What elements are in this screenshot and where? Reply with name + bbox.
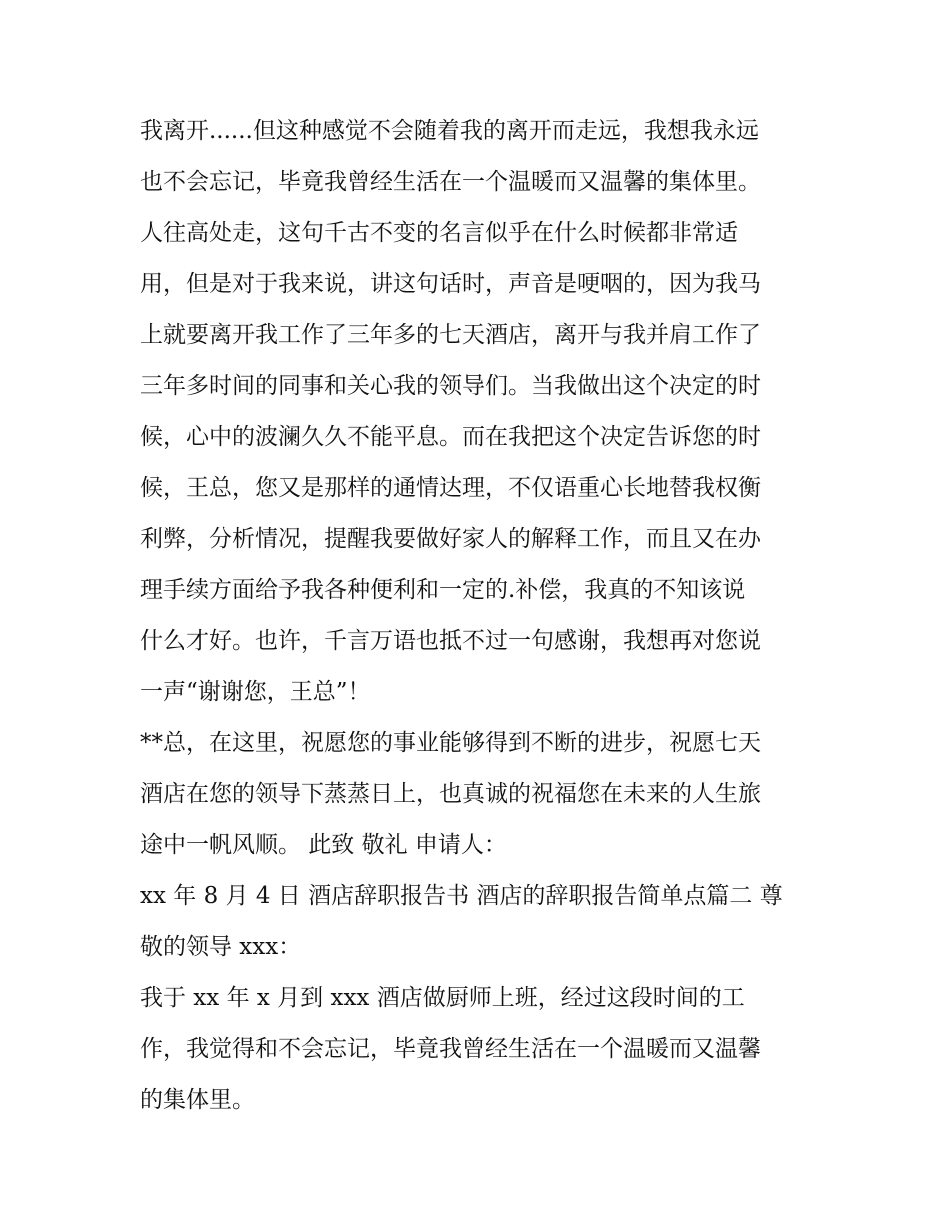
text-line: **总，在这里，祝愿您的事业能够得到不断的进步，祝愿七天 — [140, 730, 761, 756]
text-line: 敬的领导 xxx： — [140, 934, 302, 960]
text-line: 的集体里。 — [140, 1087, 255, 1113]
text-line: 作，我觉得和不会忘记，毕竟我曾经生活在一个温暖而又温馨 — [140, 1036, 761, 1062]
text-line: 我于 xx 年 x 月到 xxx 酒店做厨师上班，经过这段时间的工 — [140, 985, 745, 1011]
text-line: 也不会忘记，毕竟我曾经生活在一个温暖而又温馨的集体里。 — [140, 169, 761, 195]
text-line: 用，但是对于我来说，讲这句话时，声音是哽咽的，因为我马 — [140, 271, 761, 297]
text-line: 人往高处走，这句千古不变的名言似乎在什么时候都非常适 — [140, 220, 738, 246]
text-line: 利弊，分析情况，提醒我要做好家人的解释工作，而且又在办 — [140, 526, 761, 552]
text-line: xx 年 8 月 4 日 酒店辞职报告书 酒店的辞职报告简单点篇二 尊 — [140, 883, 783, 909]
text-line: 什么才好。也许，千言万语也抵不过一句感谢，我想再对您说 — [140, 628, 761, 654]
text-line: 酒店在您的领导下蒸蒸日上，也真诚的祝福您在未来的人生旅 — [140, 781, 761, 807]
text-line: 途中一帆风顺。 此致 敬礼 申请人： — [140, 832, 507, 858]
text-line: 理手续方面给予我各种便利和一定的.补偿，我真的不知该说 — [140, 577, 746, 603]
text-line: 一声“谢谢您，王总”！ — [140, 679, 371, 705]
text-line: 上就要离开我工作了三年多的七天酒店，离开与我并肩工作了 — [140, 322, 761, 348]
text-line: 候，王总，您又是那样的通情达理，不仅语重心长地替我权衡 — [140, 475, 761, 501]
text-line: 三年多时间的同事和关心我的领导们。当我做出这个决定的时 — [140, 373, 761, 399]
text-line: 我离开......但这种感觉不会随着我的离开而走远，我想我永远 — [140, 118, 759, 144]
text-line: 候，心中的波澜久久不能平息。而在我把这个决定告诉您的时 — [140, 424, 761, 450]
document-body — [140, 106, 820, 1126]
